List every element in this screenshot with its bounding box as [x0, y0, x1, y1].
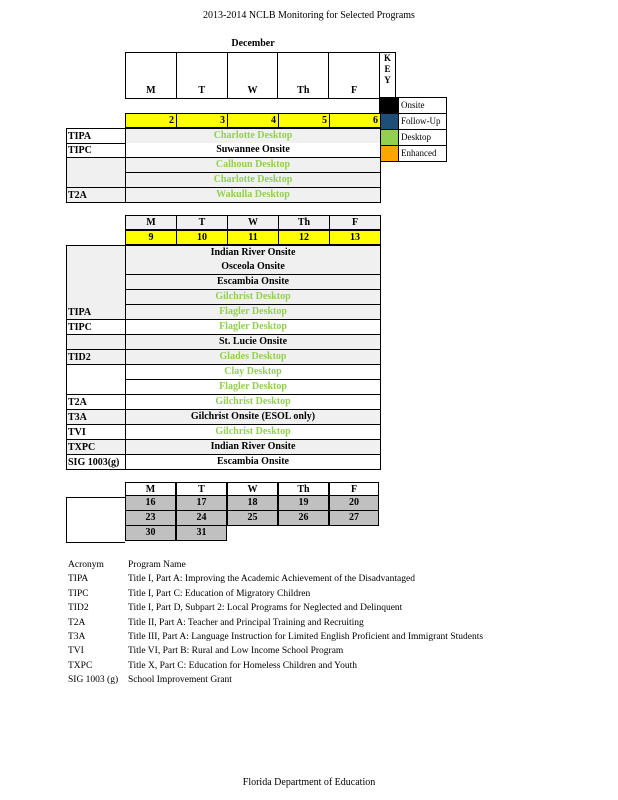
schedule-row: Charlotte Desktop [125, 128, 381, 144]
acronym-value: Title VI, Part B: Rural and Low Income School Program [128, 646, 344, 657]
page-title: 2013-2014 NCLB Monitoring for Selected Programs [203, 10, 415, 21]
legend-enhanced [379, 146, 447, 162]
month-label: December [231, 38, 275, 49]
date-cell: 27 [329, 511, 379, 526]
program-label: TIPC [66, 320, 126, 335]
acronym-value: School Improvement Grant [128, 675, 232, 686]
legend-label: Onsite [401, 100, 425, 110]
schedule-row: Escambia Onsite [125, 455, 381, 470]
acronym-key: T2A [68, 617, 86, 628]
schedule-row: Indian River Onsite [125, 440, 381, 455]
schedule-row: Charlotte Desktop [125, 173, 381, 188]
date-cell: 3 [177, 114, 228, 127]
schedule-row: Suwannee Onsite [125, 143, 381, 158]
acronym-value: Title I, Part C: Education of Migratory Children [128, 588, 311, 599]
weekday-cell: Th [279, 216, 330, 229]
acronym-row [68, 630, 483, 644]
key-column [379, 52, 396, 99]
weekday-cell: M [126, 216, 177, 229]
date-cell: 6 [373, 115, 378, 126]
weekday-m: M [126, 53, 177, 98]
week1-header [125, 52, 380, 99]
schedule-row: Flagler Desktop [125, 380, 381, 395]
schedule-row: Wakulla Desktop [125, 188, 381, 203]
program-label: TID2 [66, 350, 126, 365]
weekday-cell: Th [278, 482, 329, 496]
acronym-value: Title X, Part C: Education for Homeless Children and Youth [128, 660, 357, 671]
key-letter: K [383, 53, 391, 63]
schedule-row: Flagler Desktop [125, 305, 381, 320]
onsite-swatch [380, 98, 399, 113]
legend-follow-up [379, 114, 447, 130]
program-label: T3A [66, 410, 126, 425]
enhanced-swatch [380, 146, 399, 161]
program-label: T2A [66, 395, 126, 410]
desktop-swatch [380, 130, 399, 145]
acronym-key: T3A [68, 632, 86, 643]
acronym-key: TIPA [68, 574, 89, 585]
acronym-row [68, 673, 483, 687]
date-cell: 5 [279, 114, 330, 127]
acronym-key: TID2 [68, 603, 89, 614]
acronym-key: SIG 1003 (g) [68, 675, 119, 686]
week2-header [125, 215, 381, 230]
legend-label: Enhanced [401, 148, 437, 158]
schedule-row: Escambia Onsite [125, 275, 381, 290]
footer: Florida Department of Education [242, 777, 376, 788]
weekday-cell: F [329, 482, 379, 496]
schedule-row: Glades Desktop [125, 350, 381, 365]
label-spacer [66, 497, 125, 543]
legend-label: Desktop [401, 132, 431, 142]
program-label: SIG 1003(g) [66, 455, 126, 470]
date-cell: 12 [279, 231, 330, 244]
weekday-f: F [329, 53, 380, 98]
acronym-list [68, 558, 483, 688]
label-spacer [66, 158, 125, 188]
weekday-cell: W [227, 482, 278, 496]
program-label: TIPA [66, 305, 126, 320]
label-spacer [66, 245, 125, 306]
weekday-w: W [228, 53, 279, 98]
date-cell: 23 [125, 511, 176, 526]
program-label: TXPC [66, 440, 126, 455]
acronym-key: Acronym [68, 560, 104, 570]
date-cell: 18 [227, 496, 278, 511]
label-spacer [66, 365, 125, 395]
date-cell: 17 [176, 496, 227, 511]
date-cell: 24 [176, 511, 227, 526]
acronym-key: TXPC [68, 660, 93, 671]
schedule-row: Gilchrist Desktop [125, 290, 381, 305]
date-cell: 13 [350, 232, 360, 243]
date-cell: 16 [125, 496, 176, 511]
weekday-t: T [177, 53, 228, 98]
acronym-key: TIPC [68, 588, 89, 599]
schedule-row: Gilchrist Onsite (ESOL only) [125, 410, 381, 425]
acronym-value: Program Name [128, 560, 186, 570]
program-label: TIPC [66, 143, 126, 158]
date-cell: 11 [228, 231, 279, 244]
acronym-value: Title II, Part A: Teacher and Principal Training and Recruiting [128, 617, 364, 628]
date-cell: 26 [278, 511, 329, 526]
legend-label: Follow-Up [401, 116, 441, 126]
schedule-row: Indian River Onsite [125, 245, 381, 261]
weekday-cell: W [228, 216, 279, 229]
week3-calendar [125, 482, 379, 541]
date-cell: 10 [177, 231, 228, 244]
date-cell: 25 [227, 511, 278, 526]
schedule-row: Osceola Onsite [125, 260, 381, 275]
schedule-row: St. Lucie Onsite [125, 335, 381, 350]
acronym-row [68, 587, 483, 601]
legend-desktop [379, 130, 447, 146]
legend-onsite [379, 97, 447, 114]
program-label: T2A [66, 188, 126, 203]
acronym-row [68, 659, 483, 673]
acronym-row [68, 616, 483, 630]
date-cell: 20 [329, 496, 379, 511]
key-letter: Y [384, 75, 391, 85]
schedule-row: Clay Desktop [125, 365, 381, 380]
program-label: TIPA [66, 128, 126, 144]
date-cell: 9 [126, 231, 177, 244]
acronym-value: Title I, Part A: Improving the Academic Achievement of the Disadvantaged [128, 574, 415, 585]
weekday-cell: M [125, 482, 176, 496]
program-label: TVI [66, 425, 126, 440]
acronym-value: Title III, Part A: Language Instruction for Limited English Proficient and Immigrant Students [128, 632, 484, 643]
weekday-cell: T [176, 482, 227, 496]
acronym-row [68, 601, 483, 615]
weekday-cell: F [351, 217, 359, 228]
schedule-row: Gilchrist Desktop [125, 425, 381, 440]
follow-up-swatch [380, 114, 399, 129]
label-spacer [66, 335, 125, 350]
legend [379, 97, 447, 162]
weekday-cell: T [177, 216, 228, 229]
date-cell: 30 [125, 526, 176, 541]
acronym-header [68, 558, 483, 572]
date-cell: 4 [228, 114, 279, 127]
date-cell: 19 [278, 496, 329, 511]
week1-dates [125, 113, 381, 128]
date-cell: 31 [176, 526, 227, 541]
date-cell: 2 [126, 114, 177, 127]
week2-dates [125, 230, 381, 245]
acronym-row [68, 644, 483, 658]
schedule-row: Gilchrist Desktop [125, 395, 381, 410]
weekday-th: Th [278, 53, 329, 98]
acronym-value: Title I, Part D, Subpart 2: Local Programs for Neglected and Delinquent [128, 603, 403, 614]
schedule-row: Calhoun Desktop [125, 158, 381, 173]
acronym-row [68, 572, 483, 586]
acronym-key: TVI [68, 646, 84, 657]
schedule-row: Flagler Desktop [125, 320, 381, 335]
key-letter: E [384, 64, 391, 74]
